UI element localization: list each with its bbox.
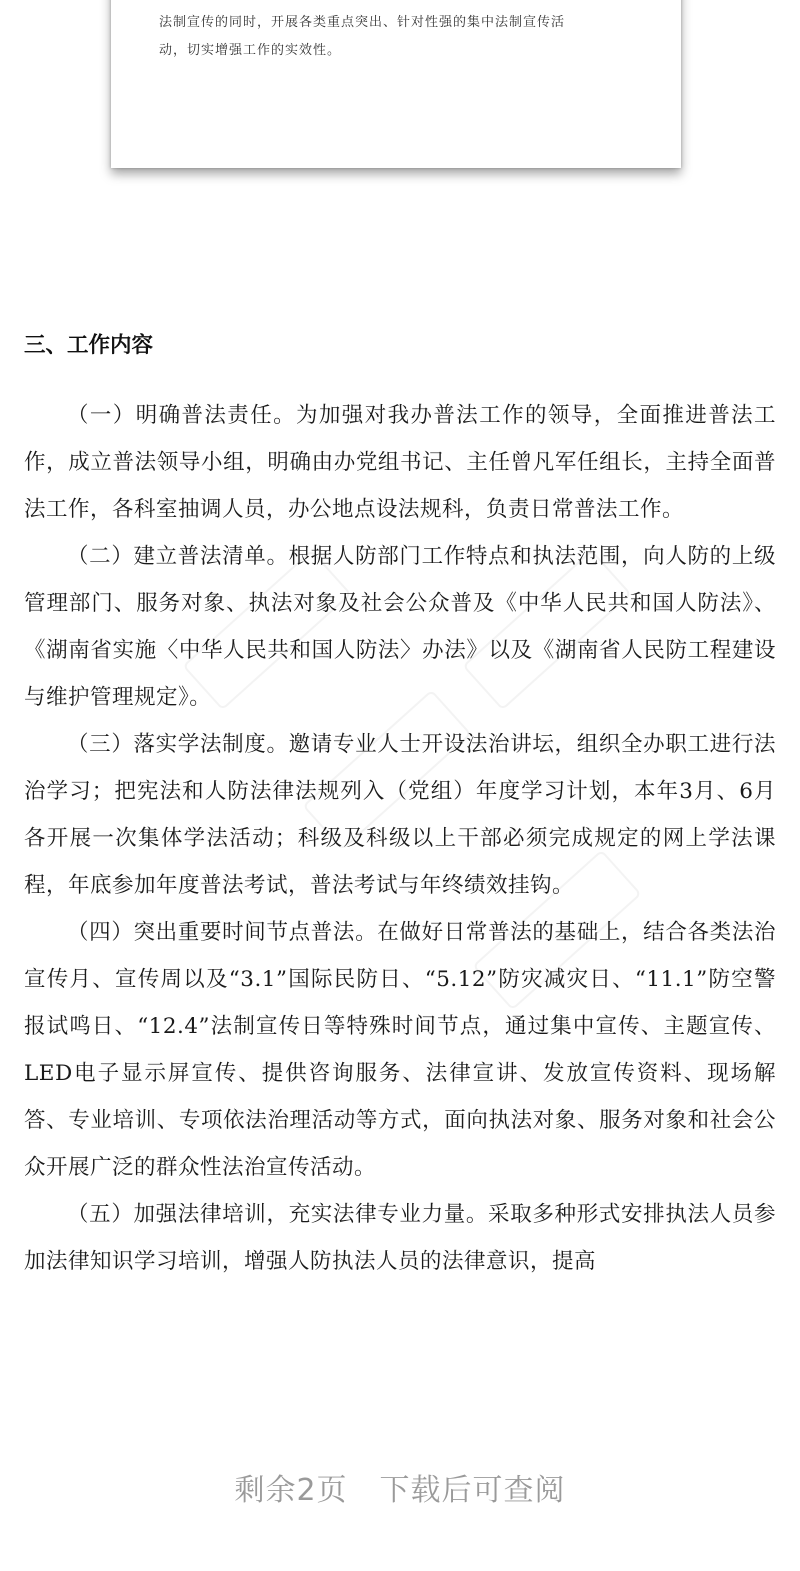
- preview-line: 动，切实增强工作的实效性。: [159, 43, 342, 58]
- remaining-pages-label: 剩余2页: [234, 1473, 348, 1508]
- paragraph-study-system: （三）落实学法制度。邀请专业人士开设法治讲坛，组织全办职工进行法治学习；把宪法和人防法律法规列入（党组）年度学习计划，本年3月、6月各开展一次集体学法活动；科级及科级以上干部必须完成规定的网上学法课程，年底参加年度普法考试，普法考试与年终绩效挂钩。: [24, 732, 776, 898]
- document-page: [24, 326, 776, 1285]
- paragraph-training: （五）加强法律培训，充实法律专业力量。采取多种形式安排执法人员参加法律知识学习培训，增强人防执法人员的法律意识，提高: [24, 1202, 776, 1274]
- section-heading: 三、工作内容: [24, 333, 154, 358]
- paragraph-key-dates: （四）突出重要时间节点普法。在做好日常普法的基础上，结合各类法治宣传月、宣传周以及“3.1”国际民防日、“5.12”防灾减灾日、“11.1”防空警报试鸣日、“12.4”法制宣传日等特殊时间节点，通过集中宣传、主题宣传、LED电子显示屏宣传、提供咨询服务、法律宣讲、发放宣传资料、现场解答、专业培训、专项依法治理活动等方式，面向执法对象、服务对象和社会公众开展广泛的群众性法治宣传活动。: [24, 920, 776, 1180]
- paragraph-checklist: （二）建立普法清单。根据人防部门工作特点和执法范围，向人防的上级管理部门、服务对象、执法对象及社会公众普及《中华人民共和国人防法》、《湖南省实施〈中华人民共和国人防法〉办法》以及《湖南省人民防工程建设与维护管理规定》。: [24, 544, 776, 710]
- download-to-view-label: 下载后可查阅: [379, 1473, 566, 1508]
- preview-line: 法制宣传的同时，开展各类重点突出、针对性强的集中法制宣传活: [159, 15, 566, 30]
- download-prompt[interactable]: [0, 1466, 800, 1516]
- paragraph-responsibility: （一）明确普法责任。为加强对我办普法工作的领导，全面推进普法工作，成立普法领导小组，明确由办党组书记、主任曾凡军任组长，主持全面普法工作，各科室抽调人员，办公地点设法规科，负责日常普法工作。: [24, 403, 776, 522]
- previous-page-card: [111, 0, 681, 168]
